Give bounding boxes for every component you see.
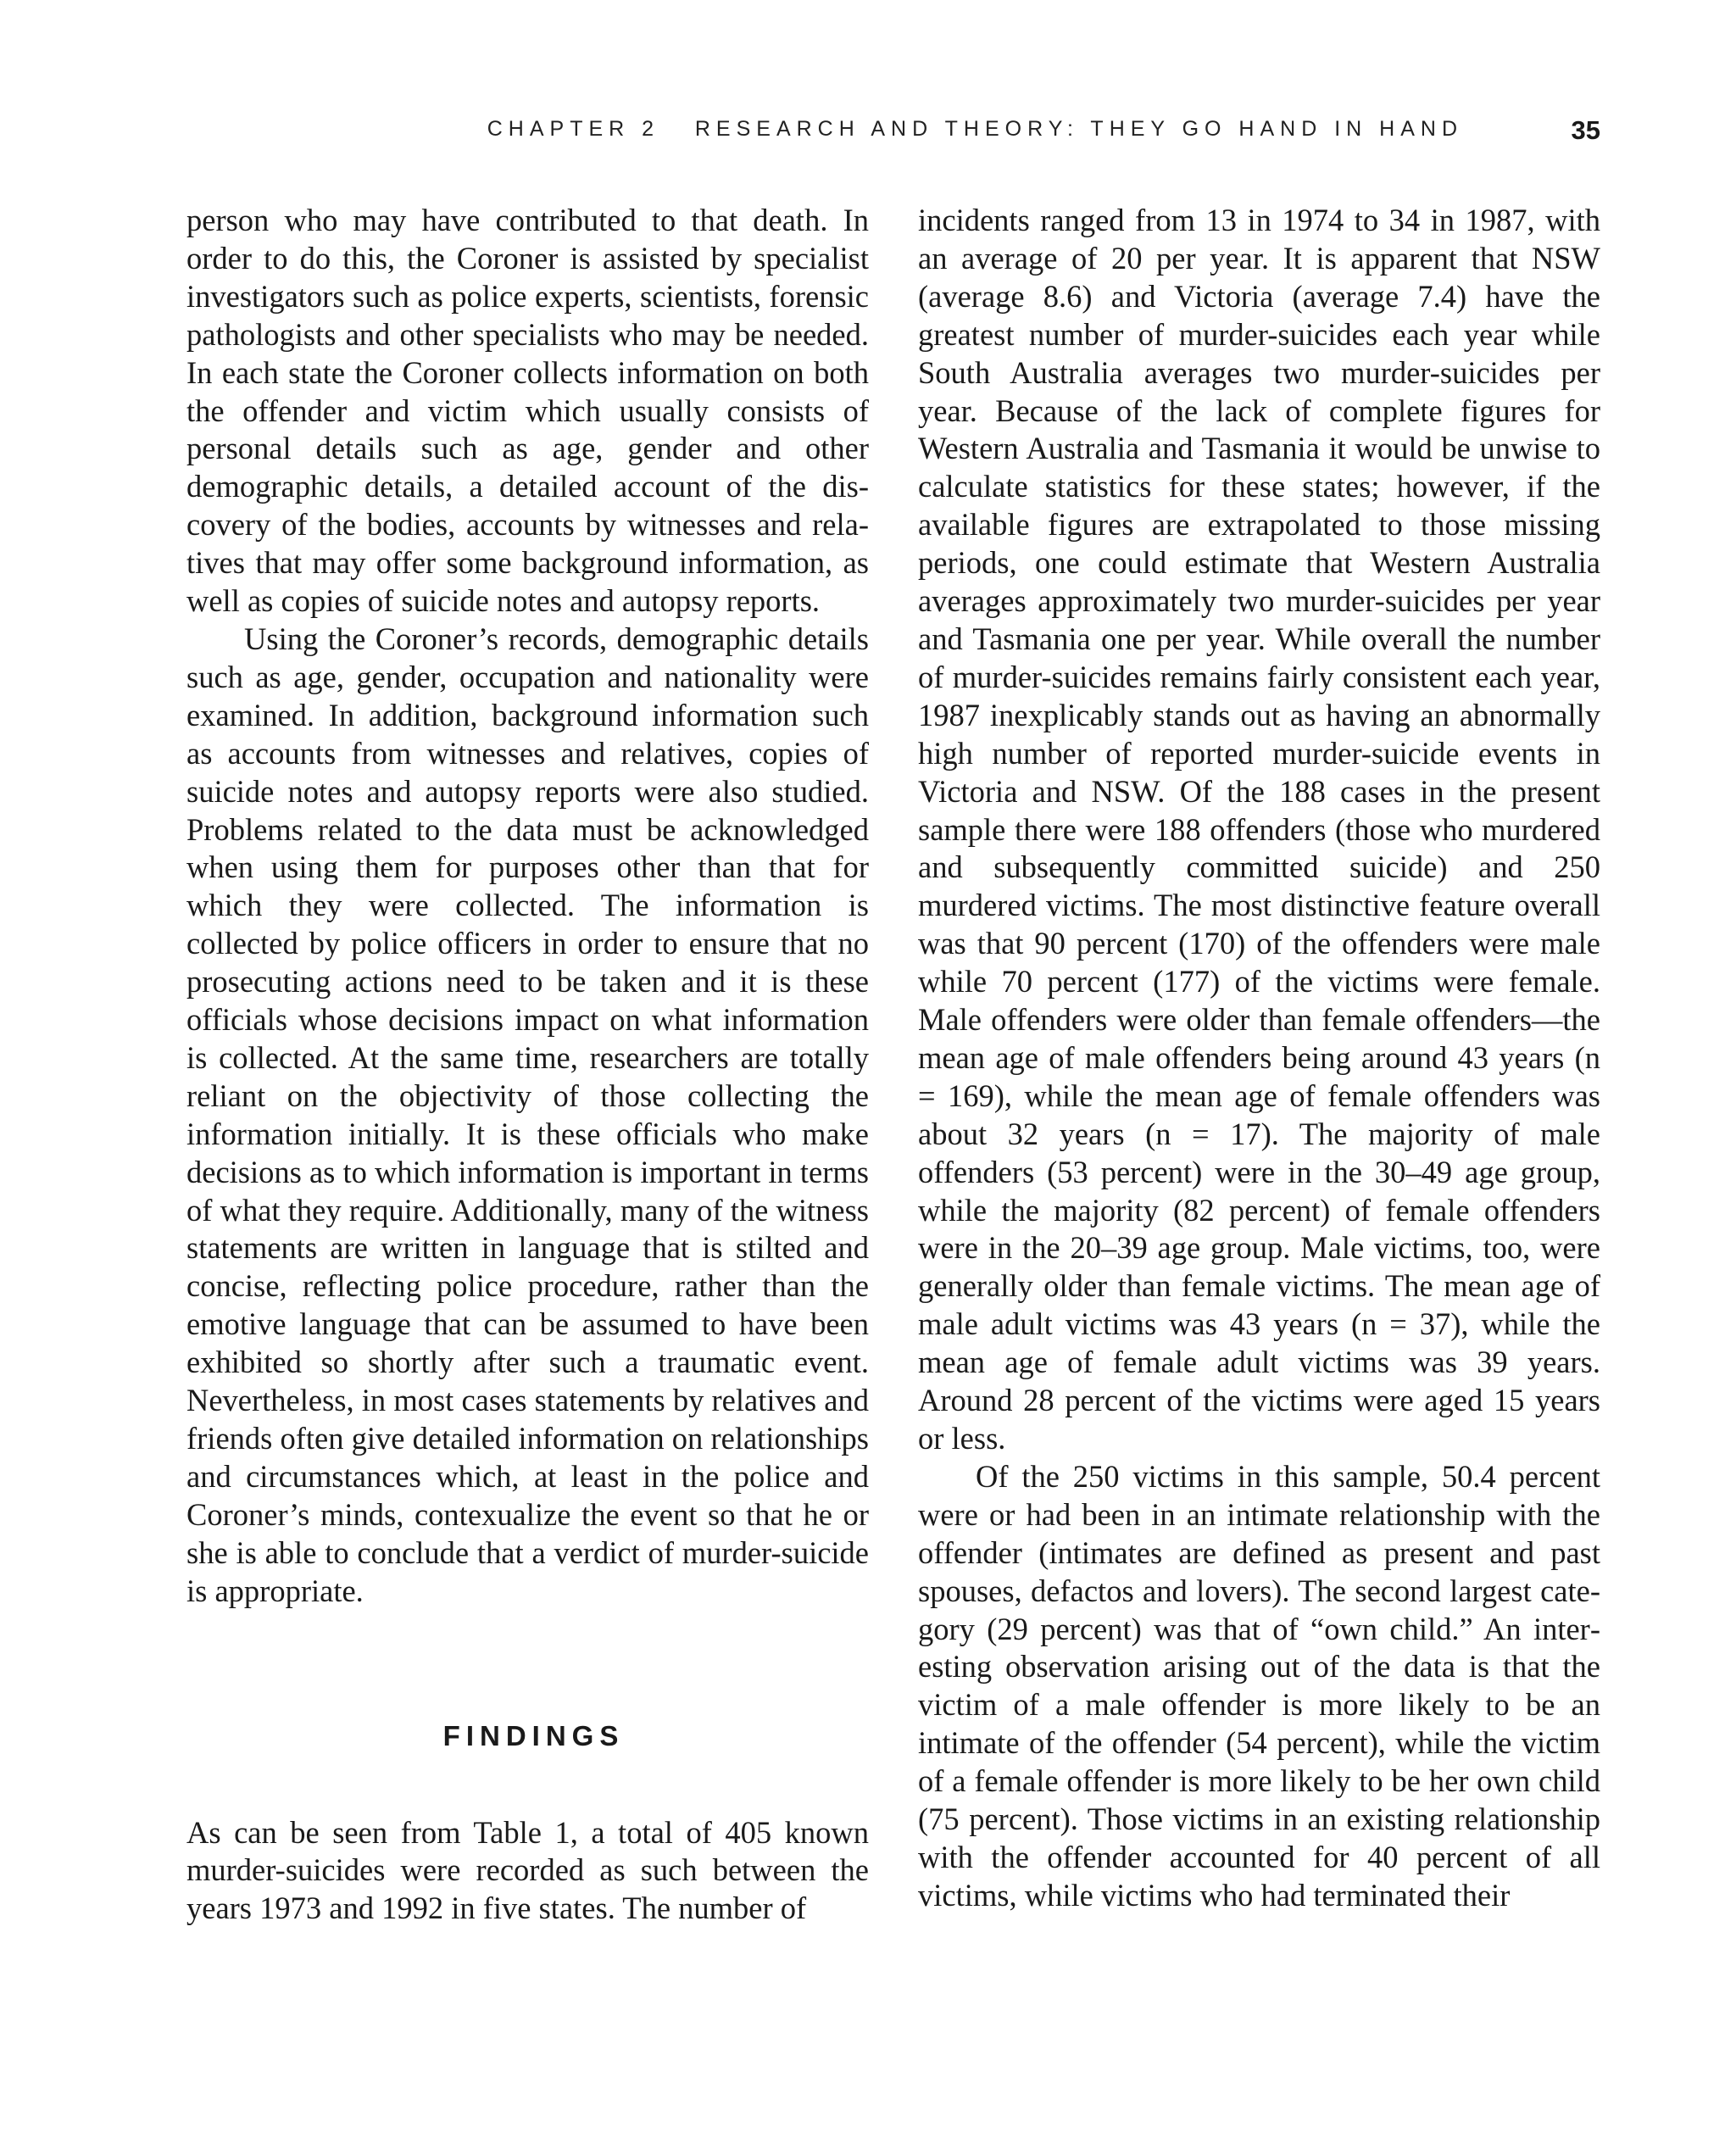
running-header: [186, 115, 1600, 153]
body-paragraph: incidents ranged from 13 in 1974 to 34 in 1987, with an average of 20 per year. It is apparent that NSW (average 8.6) and Victoria (average 7.4) have the greatest number of murder-suicides each year while South Australia averages two murder-suicides per year. Because of the lack of complete figures for Western Australia and Tasmania it would be unwise to calculate statistics for these states; however, if the available figures are extrapolated to those missing periods, one could estimate that Western Australia averages approximately two murder-suicides per year and Tasmania one per year. While overall the number of murder-suicides remains fairly consistent each year, 1987 inexplicably stands out as having an abnormally high number of reported murder-suicide events in Victoria and NSW. Of the 188 cases in the present sample there were 188 offenders (those who murdered and subsequently committed suicide) and 250 murdered victims. The most distinctive feature overall was that 90 percent (170) of the offenders were male while 70 percent (177) of the victims were female. Male offenders were older than female offenders—the mean age of male offenders being around 43 years (n = 169), while the mean age of female offenders was about 32 years (n = 17). The majority of male offenders (53 percent) were in the 30–​49 age group, while the majority (82 percent) of female offenders were in the 20–39 age group. Male victims, too, were generally older than female victims. The mean age of male adult victims was 43 years (n = 37), while the mean age of female adult victims was 39 years. Around 28 percent of the victims were aged 15 years or less.: [918, 203, 1600, 1456]
section-heading: FINDINGS: [442, 1719, 625, 1751]
body-paragraph: Of the 250 victims in this sample, 50.4 percent were or had been in an intimate relationship with the offender (intimates are defined as present and past spouses, defactos and lovers). The second largest category (29 percent) was that of “own child.” An interesting observation arising out of the data is that the victim of a male offender is more likely to be an intimate of the offender (54 percent), while the victim of a female offender is more likely to be her own child (75 percent). Those victims in an existing relationship with the offender accounted for 40 percent of all victims, while victims who had terminated their: [918, 1458, 1600, 1913]
body-paragraph: person who may have contributed to that death. In order to do this, the Coroner is assisted by specialist investigators such as police experts, scientists, forensic pathologists and other specialists who may be needed. In each state the Coroner collects information on both the offender and victim which usually consists of personal details such as age, gender and other demographic details, a detailed account of the discovery of the bodies, accounts by witnesses and relatives that may offer some background information, as well as copies of suicide notes and autopsy reports.: [186, 203, 869, 619]
running-title: CHAPTER 2 RESEARCH AND THEORY: THEY GO HAND IN HAND: [487, 117, 1463, 141]
body-paragraph: Using the Coroner’s records, demographic details such as age, gender, occupation and nationality were examined. In addition, background information such as accounts from witnesses and relatives, copies of suicide notes and autopsy reports were also studied. Problems related to the data must be acknowledged when using them for purposes other than that for which they were collected. The information is collected by police officers in order to ensure that no prosecuting actions need to be taken and it is these officials whose decisions impact on what information is collected. At the same time, researchers are totally reliant on the objectivity of those collecting the information initially. It is these officials who make decisions as to which information is important in terms of what they require. Additionally, many of the witness statements are written in language that is stilted and concise, reflecting police procedure, rather than the emotive language that can be assumed to have been exhibited so shortly after such a traumatic event. Nevertheless, in most cases statements by relatives and friends often give detailed information on relationships and circumstances which, at least in the police and Coroner’s minds, contexualize the event so that he or she is able to conclude that a verdict of murder-suicide is appropriate.: [186, 621, 869, 1608]
page-number: 35: [1571, 115, 1600, 145]
body-paragraph: As can be seen from Table 1, a total of 405 known murder-suicides were recorded as such between the years 1973 and 1992 in five states. The number of: [186, 1814, 869, 1926]
right-column: [918, 202, 1600, 1915]
left-column: [186, 202, 869, 1928]
